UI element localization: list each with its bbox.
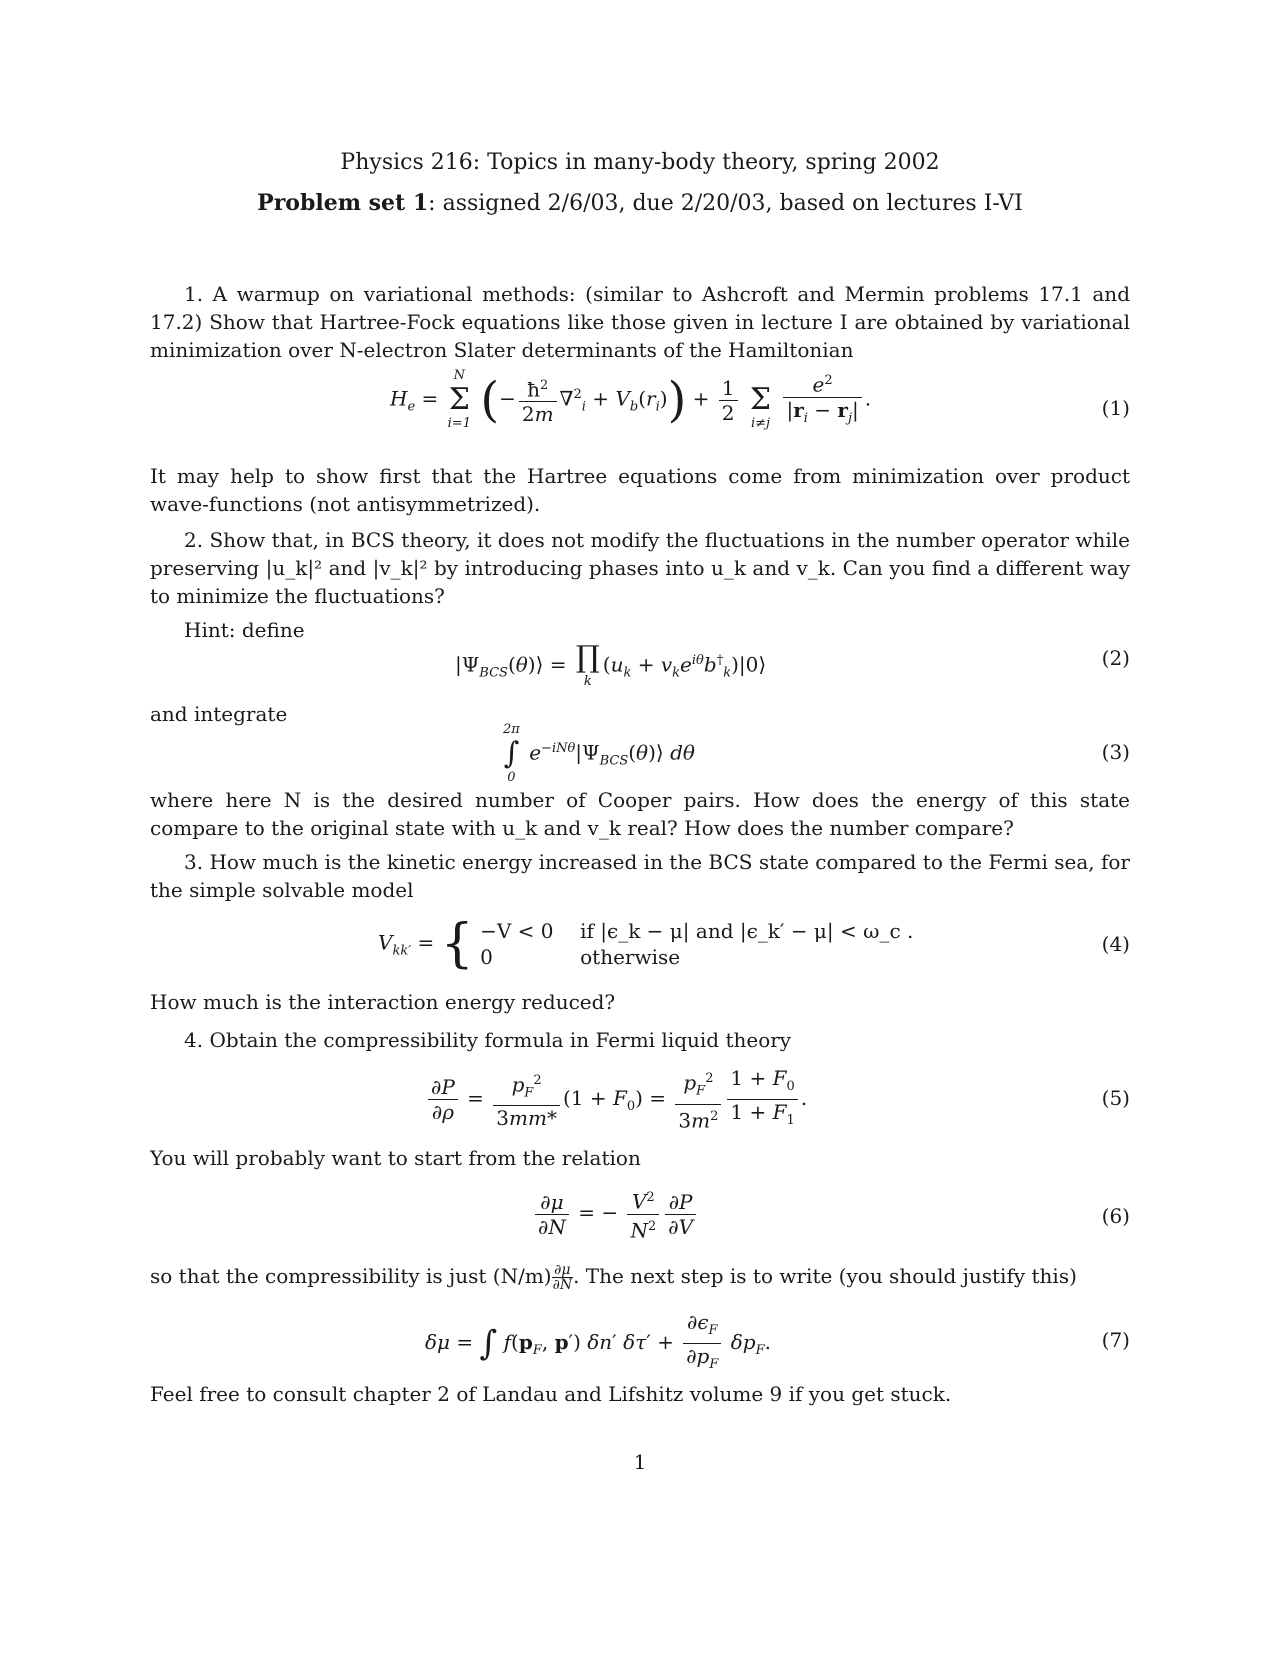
equation-number-2: (2): [1101, 646, 1130, 670]
case-2-condition: otherwise: [580, 945, 681, 969]
equation-number-6: (6): [1101, 1204, 1130, 1228]
compressibility-text-a: so that the compressibility is just (N/m): [150, 1264, 552, 1288]
problem-2-hint: Hint: define: [184, 618, 305, 642]
problem-3-text: 3. How much is the kinetic energy increased in the BCS state compared to the Fermi sea, for the simple solvable model: [150, 850, 1130, 902]
equation-1-body: $H_e$ = N Σ i=1 (− $\frac{ħ^2}{2m}$ $\nabla^2_i + V_b(r_i)$) + $\frac{1}{2}$ Σ i≠j $\frac{e^2}{|r_i - r_j|}$ .: [390, 368, 872, 431]
equation-1: [150, 368, 1130, 448]
equation-5: [150, 1066, 1130, 1136]
equation-7-body: δμ = ∫ $f(p_F$, p′) δn′ δτ′ + $\frac{\partial\epsilon_F}{\partial p_F}$ $\delta p_F$.: [425, 1310, 771, 1372]
equation-5-body: $\frac{\partial P}{\partial\rho}$ = $\frac{p_F^2}{3mm*}$ $(1 + F_0)$ = $\frac{p_F^2}{3m^2}$ $\frac{1 + F_0}{1 + F_1}$ .: [425, 1066, 807, 1133]
case-2-value: 0: [480, 945, 493, 969]
equation-number-1: (1): [1101, 396, 1130, 420]
problem-2-followup: where here N is the desired number of Cooper pairs. How does the energy of this state compare to the original state with u_k and v_k real? How does the number compare?: [150, 788, 1130, 840]
problem-1-text: 1. A warmup on variational methods: (similar to Ashcroft and Mermin problems 17.1 and 17.2) Show that Hartree-Fock equations like those given in lecture I are obtained by variational minimization over N-electron Slater determinants of the Hamiltonian: [150, 282, 1130, 362]
subtitle-bold: Problem set 1: [257, 190, 429, 216]
equation-4-body: $V_{kk'}$ = { −V < 0 if |ϵ_k − μ| and |ϵ_k′ − μ| < ω_c . 0 otherwise: [378, 914, 914, 974]
problem-2-text: 2. Show that, in BCS theory, it does not modify the fluctuations in the number operator while preserving |u_k|² and |v_k|² by introducing phases into u_k and v_k. Can you find a different way to minimize the fluctuations?: [150, 528, 1130, 608]
equation-2-body: $|\Psi_{BCS}(\theta)⟩$ = ∏ k ($u_k$ + $v_ke^{i\theta}b^\dagger_k)|0⟩$: [455, 640, 767, 689]
problem-4-relation: You will probably want to start from the relation: [150, 1146, 641, 1170]
page-number: 1: [633, 1450, 647, 1474]
equation-3: [150, 722, 1130, 785]
equation-4: [150, 914, 1130, 974]
problem-4-text: 4. Obtain the compressibility formula in Fermi liquid theory: [184, 1028, 792, 1052]
equation-number-5: (5): [1101, 1086, 1130, 1110]
problem-1-followup: It may help to show first that the Hartree equations come from minimization over product wave-functions (not antisymmetrized).: [150, 464, 1130, 516]
case-1-condition: if |ϵ_k − μ| and |ϵ_k′ − μ| < ω_c: [580, 919, 901, 943]
problem-4-compressibility: so that the compressibility is just (N/m) $\frac{\partial\mu}{\partial N}$ . The next step is to write (you should justify this): [150, 1262, 1077, 1293]
equation-7: [150, 1310, 1130, 1370]
closing-remark: Feel free to consult chapter 2 of Landau and Lifshitz volume 9 if you get stuck.: [150, 1382, 952, 1406]
problem-2-integrate: and integrate: [150, 702, 288, 726]
problem-set-subtitle: [0, 190, 1280, 216]
equation-3-body: 2π ∫ 0 $e^{-iN\theta}|\Psi_{BCS}(\theta)⟩$ dθ: [503, 722, 695, 785]
subtitle-rest: : assigned 2/6/03, due 2/20/03, based on lectures I-VI: [428, 191, 1023, 216]
page-title: Physics 216: Topics in many-body theory, spring 2002: [340, 150, 940, 175]
problem-3-followup: How much is the interaction energy reduced?: [150, 990, 616, 1014]
case-1-value: −V < 0: [480, 919, 554, 943]
equation-number-7: (7): [1101, 1328, 1130, 1352]
equation-6-body: $\frac{\partial\mu}{\partial N}$ = − $\frac{V^2}{N^2}$ $\frac{\partial P}{\partial V}$: [532, 1186, 699, 1242]
compressibility-text-b: . The next step is to write (you should justify this): [573, 1264, 1077, 1288]
equation-6: [150, 1186, 1130, 1246]
equation-number-3: (3): [1101, 740, 1130, 764]
equation-2: [150, 638, 1130, 688]
equation-number-4: (4): [1101, 932, 1130, 956]
